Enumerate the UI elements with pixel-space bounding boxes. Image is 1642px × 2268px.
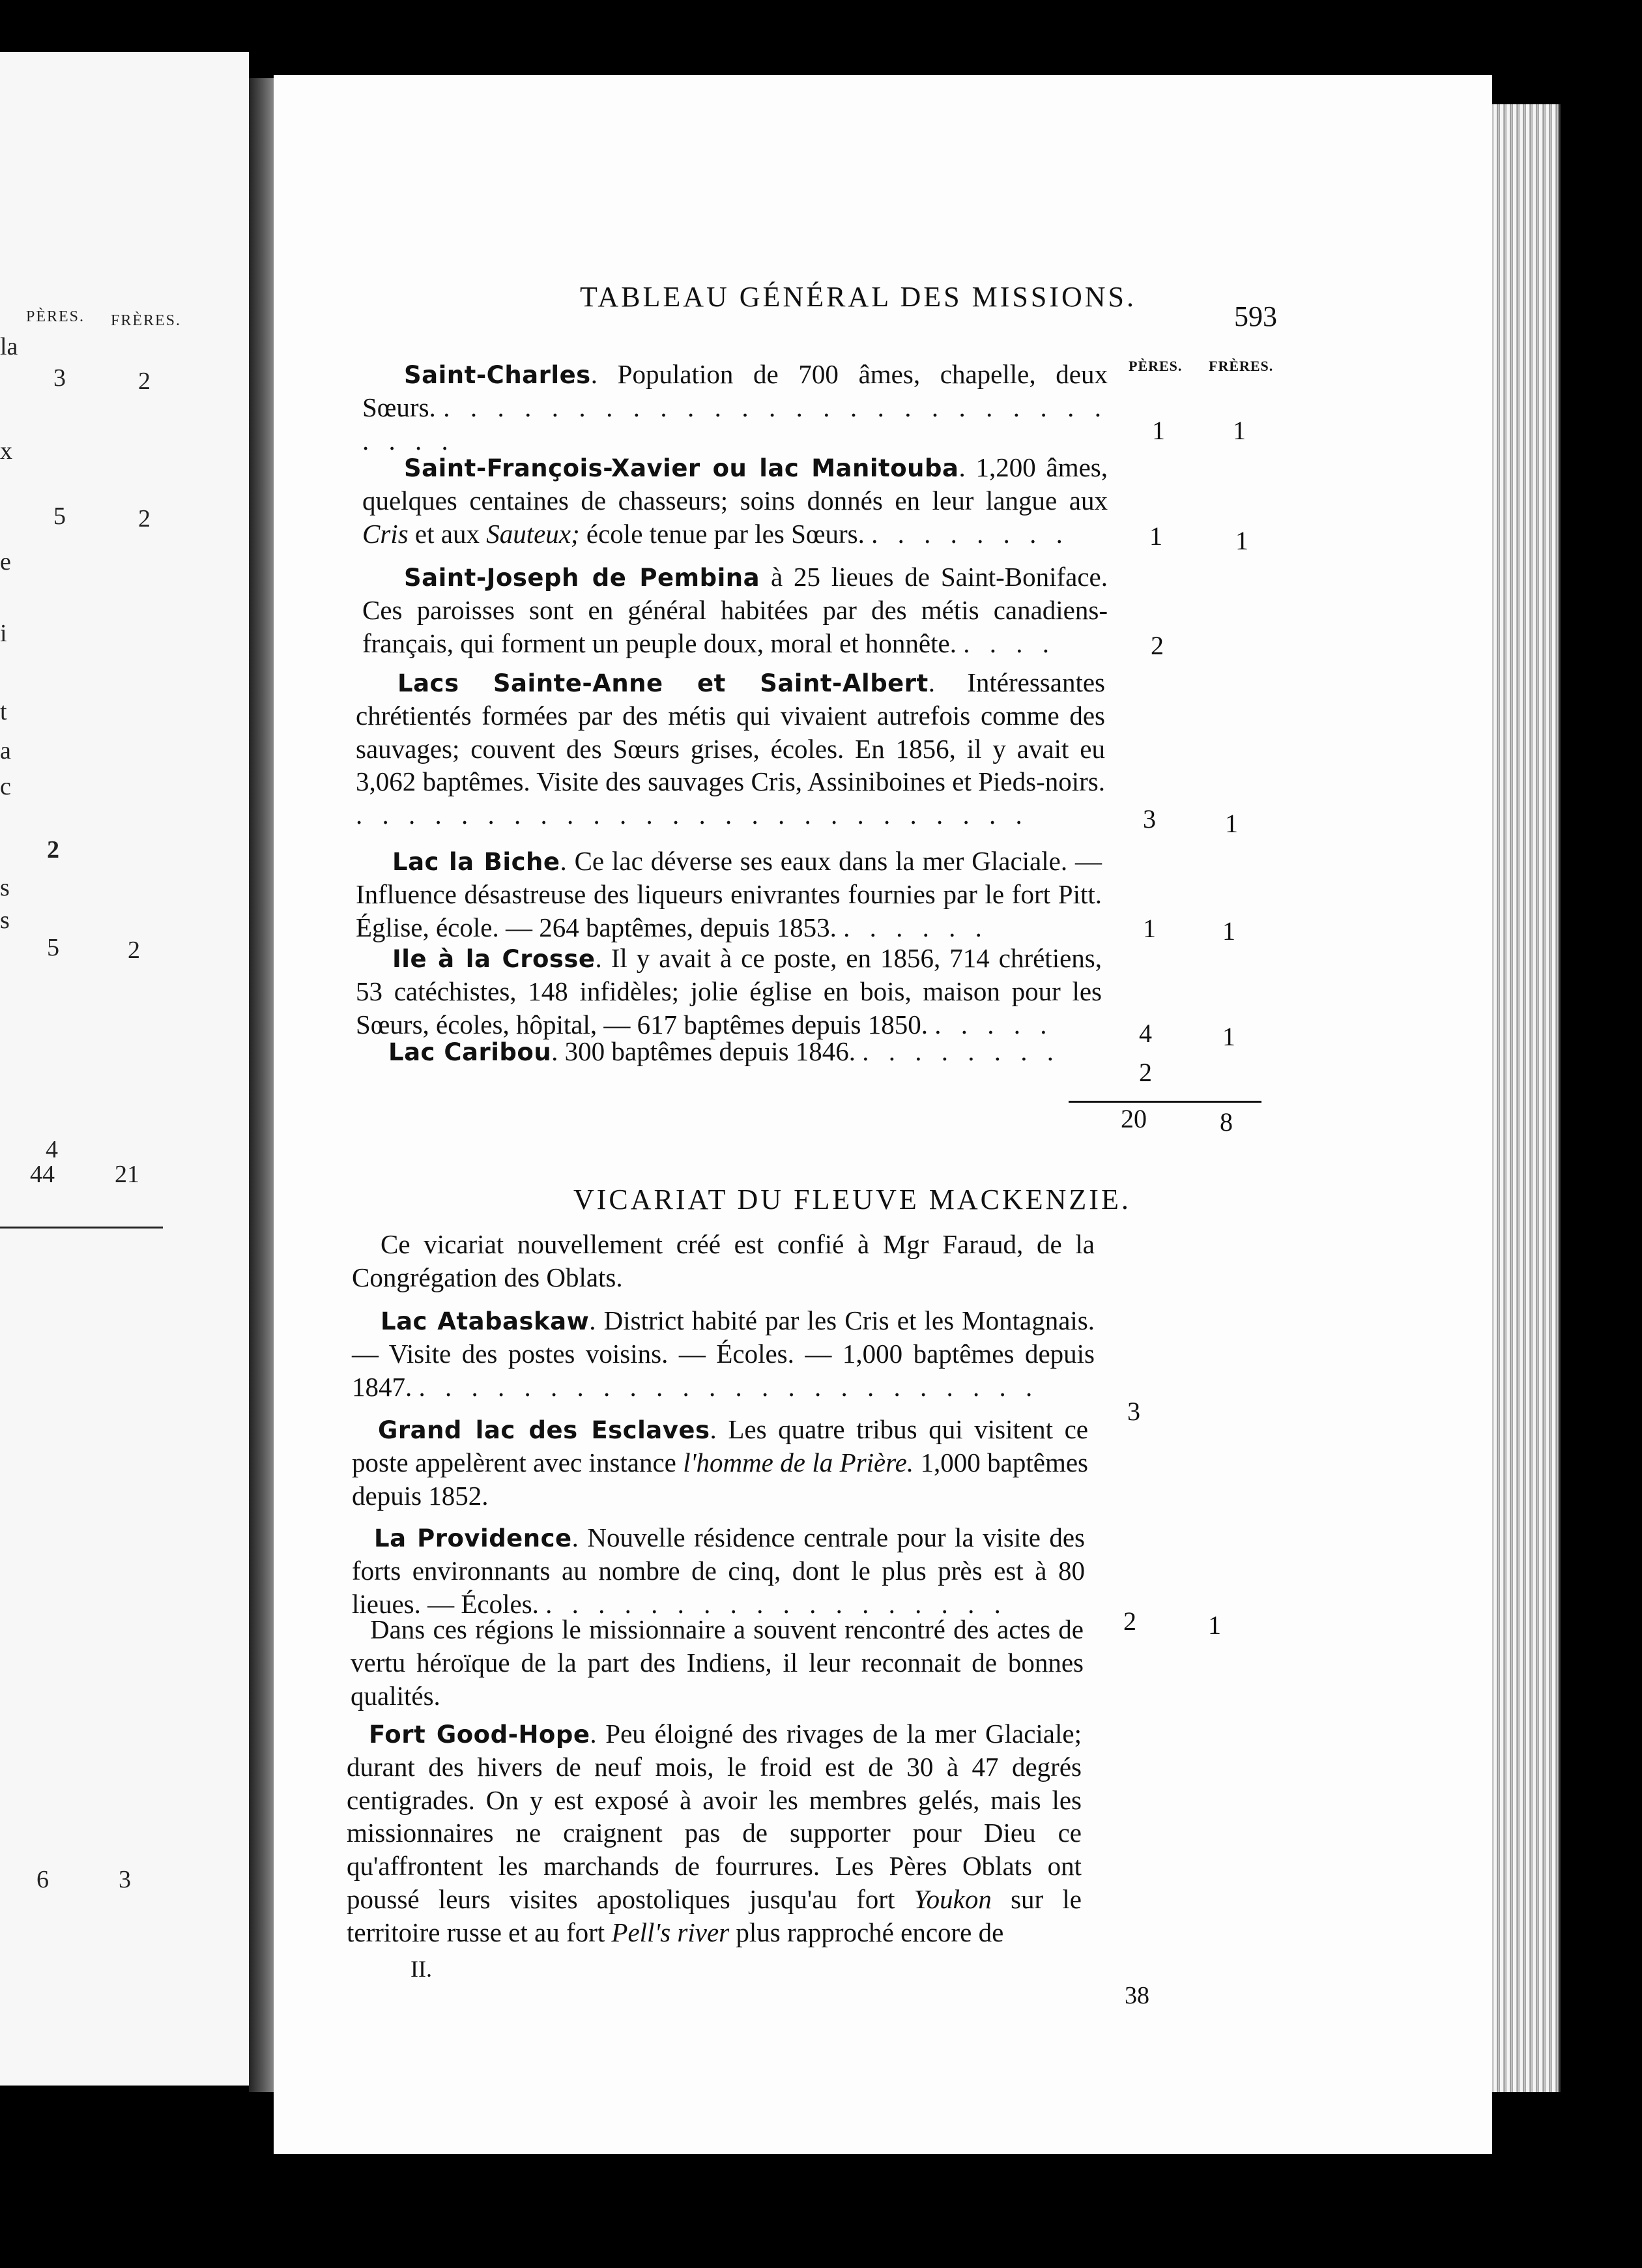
dot-leader: . . . . . . . .: [871, 518, 1069, 549]
entry-name: La Providence: [374, 1524, 572, 1552]
col-freres-header: FRÈRES.: [1209, 358, 1274, 374]
signature-mark: II.: [410, 1956, 432, 1982]
freres-count: 1: [1225, 809, 1238, 838]
entry-text: et aux: [414, 518, 480, 549]
peres-count: 1: [1152, 416, 1165, 445]
entry-text: . Nouvelle résidence centrale pour la visite des forts environnants au nombre de cinq, dont le plus près est à 80 lieues. — Écoles.: [352, 1522, 1085, 1619]
left-text-fragment: la: [0, 333, 18, 360]
entry-saint-francois-xavier: [362, 451, 1108, 550]
left-total-rule: [0, 1227, 163, 1228]
entry-text: . Les quatre tribus qui visitent ce poste appelèrent avec instance: [352, 1414, 1088, 1477]
left-text-fragment: a: [0, 737, 11, 764]
entry-saint-charles: [362, 358, 1108, 457]
dot-leader: . . . . . . . . . . . . . . . . . .: [545, 1588, 1007, 1619]
peres-count: 2: [1151, 631, 1164, 660]
entry-la-providence: [352, 1521, 1085, 1620]
left-freres-value: 3: [119, 1866, 131, 1893]
entry-text: . 1,200 âmes, quelques centaines de chasseurs; soins donnés en leur langue aux: [362, 452, 1108, 516]
page-number: 593: [1234, 300, 1277, 332]
entry-text: 1,000 baptêmes depuis 1852.: [352, 1447, 1089, 1511]
entry-italic: Sauteux;: [486, 518, 580, 549]
section-intro: Ce vicariat nouvellement créé est confié à Mgr Faraud, de la Congrégation des Oblats.: [352, 1229, 1095, 1292]
peres-count: 3: [1143, 804, 1156, 834]
entry-lac-atabaskaw: [352, 1304, 1095, 1403]
left-freres-value: 2: [128, 937, 140, 964]
entry-text: . Intéressantes chrétientés formées par des métis qui vivaient autrefois comme des sauvages; couvent des Sœurs grises, écoles. En 1856, il y avait eu 3,062 baptêmes. Visite des sauvages Cris, Assiniboines et Pieds-noirs.: [356, 667, 1105, 797]
entry-name: Saint-Joseph de Pembina: [404, 564, 760, 592]
dot-leader: . . . . .: [934, 1009, 1054, 1040]
freres-count: 1: [1235, 526, 1248, 555]
section-title: VICARIAT DU FLEUVE MACKENZIE.: [573, 1184, 1131, 1215]
dot-leader: . . . . . . . . . . . . . . . . . . . . . . . . . . . . .: [362, 392, 1108, 456]
peres-count: 2: [1123, 1606, 1136, 1636]
entry-grand-lac-des-esclaves: [352, 1413, 1088, 1512]
entry-name: Lac la Biche: [392, 848, 560, 876]
freres-count: 1: [1222, 1022, 1235, 1051]
left-peres-value: 6: [36, 1866, 49, 1893]
left-text-fragment: x: [0, 437, 12, 465]
left-text-fragment: t: [0, 698, 7, 725]
entry-lacs-sainte-anne-saint-albert: [356, 666, 1105, 832]
entry-italic: Youkon: [914, 1884, 992, 1915]
entry-name: Saint-Charles: [404, 361, 591, 389]
peres-count: 1: [1143, 914, 1156, 943]
entry-lac-la-biche: [356, 845, 1102, 944]
left-total-peres: 44: [30, 1161, 55, 1188]
total-rule: [1069, 1101, 1261, 1103]
left-total-freres: 21: [115, 1161, 139, 1188]
left-freres-value: 2: [138, 368, 151, 395]
previous-page: [0, 52, 249, 2086]
peres-count: 3: [1127, 1397, 1140, 1426]
dot-leader: . . . .: [963, 628, 1056, 658]
left-col-peres-header: PÈRES.: [26, 308, 85, 325]
entry-text: . District habité par les Cris et les Montagnais. — Visite des postes voisins. — Écoles. — 1,000 baptêmes depuis 1847.: [352, 1305, 1095, 1402]
freres-count: 1: [1208, 1610, 1221, 1640]
entry-name: Saint-François-Xavier ou lac Manitouba: [404, 454, 959, 482]
col-peres-header: PÈRES.: [1129, 358, 1183, 374]
dot-leader: . . . . . . . . . . . . . . . . . . . . . . . .: [418, 1371, 1039, 1402]
entry-lac-caribou: [356, 1035, 1102, 1068]
entry-text: à 25 lieues de Saint-Boniface. Ces paroisses sont en général habitées par des métis canadiens-français, qui forment un peuple doux, moral et honnête.: [362, 562, 1108, 658]
peres-count: 2: [1139, 1058, 1152, 1087]
note-heroic-virtue: Dans ces régions le missionnaire a souvent rencontré des actes de vertu héroïque de la part des Indiens, il leur reconnait de bonnes qualités.: [351, 1614, 1084, 1711]
entry-text: plus rapproché encore de: [736, 1917, 1004, 1947]
entry-name: Ile à la Crosse: [392, 945, 596, 973]
dot-leader: . . . . . . . .: [862, 1036, 1061, 1066]
left-text-fragment: c: [0, 773, 11, 800]
freres-count: 1: [1233, 416, 1246, 445]
entry-name: Grand lac des Esclaves: [378, 1416, 710, 1444]
entry-text: sur le territoire russe et au fort: [347, 1884, 1082, 1947]
left-text-fragment: i: [0, 620, 7, 647]
left-col-freres-header: FRÈRES.: [111, 312, 182, 329]
entry-text: . Il y avait à ce poste, en 1856, 714 chrétiens, 53 catéchistes, 148 infidèles; jolie église en bois, maison pour les Sœurs, écoles, hôpital, — 617 baptêmes depuis 1850.: [356, 943, 1102, 1040]
entry-italic: Pell's river: [611, 1917, 730, 1947]
total-peres: 20: [1121, 1104, 1147, 1133]
page-edges: [1487, 104, 1561, 2092]
entry-italic: Cris: [362, 518, 409, 549]
entry-name: Fort Good-Hope: [369, 1721, 590, 1749]
entry-text: . Ce lac déverse ses eaux dans la mer Glaciale. — Influence désastreuse des liqueurs enivrantes fournies par le fort Pitt. Église, école. — 264 baptêmes, depuis 1853.: [356, 846, 1102, 942]
entry-saint-joseph-de-pembina: [362, 560, 1108, 660]
peres-count: 4: [1139, 1019, 1152, 1048]
left-text-fragment: s: [0, 907, 10, 934]
left-peres-value: 4: [46, 1136, 58, 1163]
peres-count: 1: [1149, 521, 1162, 551]
dot-leader: . . . . . .: [843, 912, 988, 942]
entry-text: . 300 baptêmes depuis 1846.: [551, 1036, 856, 1066]
entry-name: Lacs Sainte-Anne et Saint-Albert: [397, 669, 929, 697]
left-text-fragment: s: [0, 874, 10, 901]
dot-leader: . . . . . . . . . . . . . . . . . . . . . . . . . .: [356, 800, 1029, 830]
left-peres-value: 2: [47, 836, 59, 864]
entry-text: . Population de 700 âmes, chapelle, deux Sœurs.: [362, 359, 1108, 422]
entry-text: école tenue par les Sœurs.: [586, 518, 865, 549]
entry-text: . Peu éloigné des rivages de la mer Glaciale; durant des hivers de neuf mois, le froid est de 30 à 47 degrés centigrades. On y est exposé à avoir les membres gelés, mais les missionnaires ne craignent pas de supporter pour Dieu ce qu'affrontent les marchands de fourrures. Les Pères Oblats ont poussé leurs visites apostoliques jusqu'au fort: [347, 1719, 1082, 1915]
entry-name: Lac Caribou: [388, 1038, 552, 1066]
sheet-number: 38: [1125, 1982, 1149, 2009]
left-freres-value: 2: [138, 505, 151, 532]
left-peres-value: 5: [53, 502, 66, 530]
entry-fort-good-hope: [347, 1717, 1082, 1949]
freres-count: 1: [1222, 916, 1235, 946]
left-peres-value: 5: [47, 934, 59, 961]
entry-ile-a-la-crosse: [356, 942, 1102, 1041]
running-title: TABLEAU GÉNÉRAL DES MISSIONS.: [580, 281, 1136, 313]
entry-italic: l'homme de la Prière.: [683, 1447, 914, 1477]
entry-name: Lac Atabaskaw: [381, 1307, 590, 1335]
left-text-fragment: e: [0, 548, 11, 575]
left-peres-value: 3: [53, 364, 66, 392]
total-freres: 8: [1220, 1107, 1233, 1137]
